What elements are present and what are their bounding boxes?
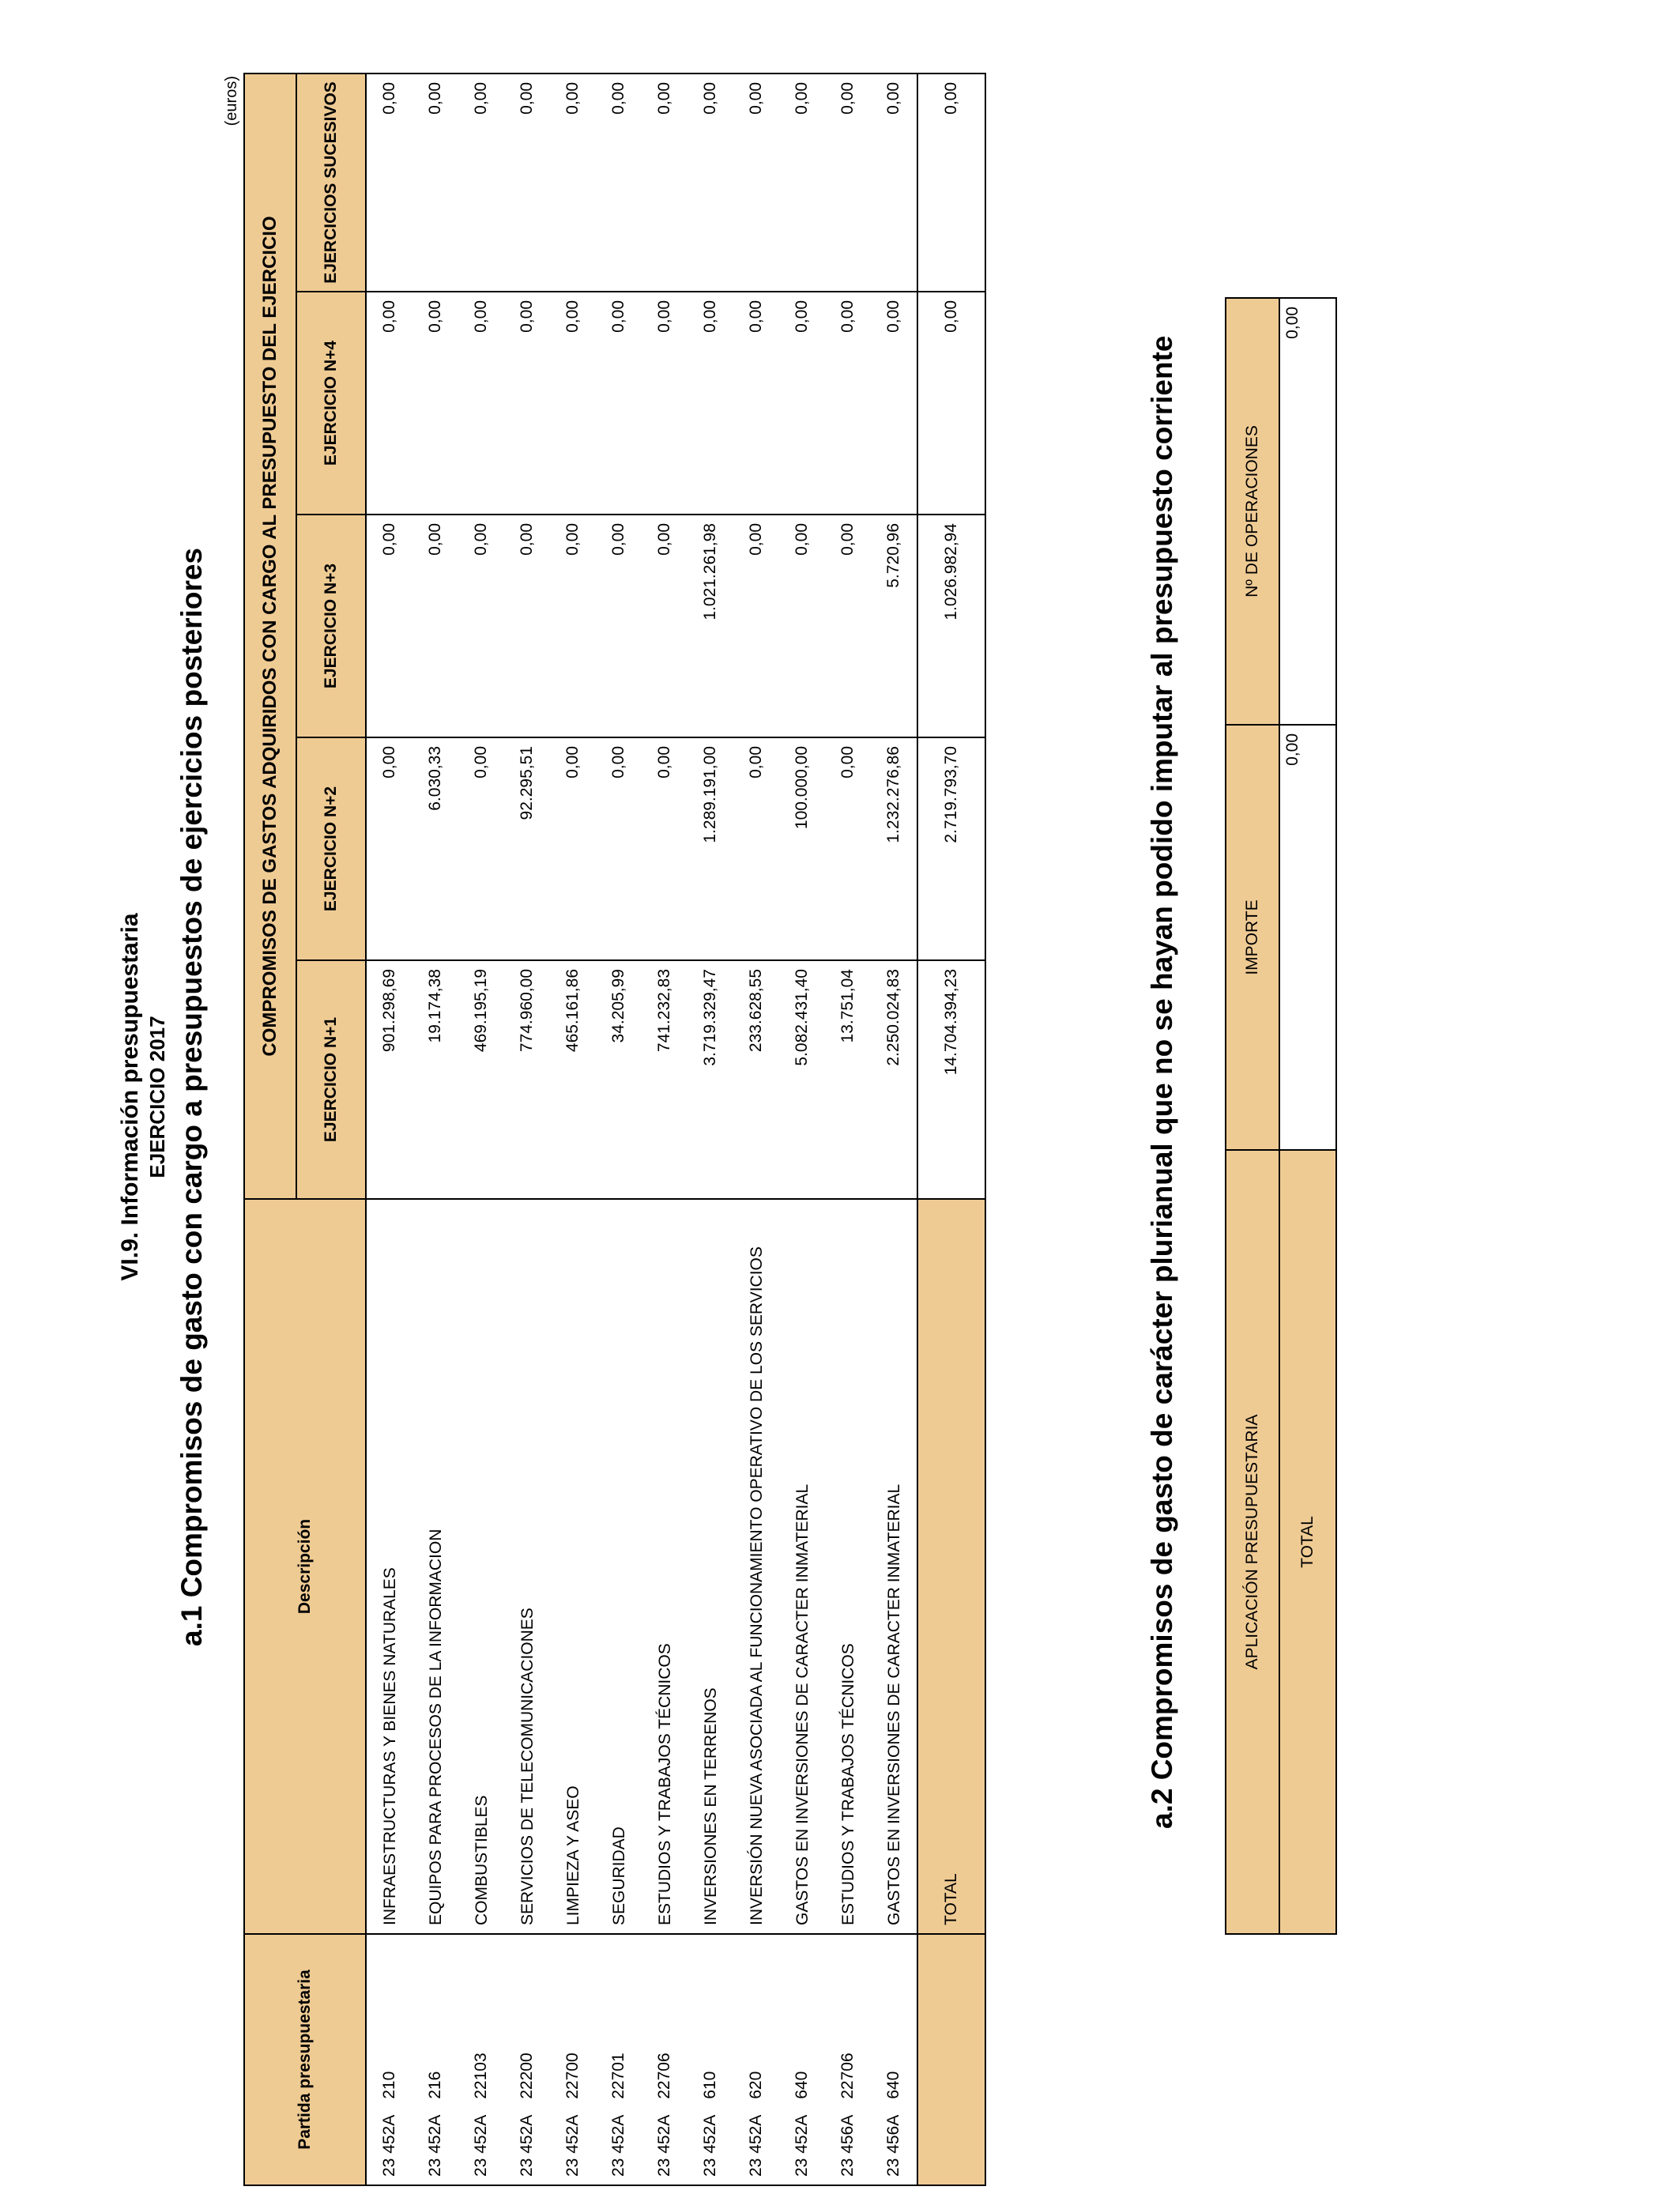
table-row: [871, 74, 917, 2185]
descripcion-cell: LIMPIEZA Y ASEO: [550, 1199, 596, 1934]
programa-code: 23 452A: [655, 2114, 673, 2177]
partida-cell: [458, 1934, 504, 2185]
partida-cell: [687, 1934, 733, 2185]
units-label: (euros): [223, 76, 240, 126]
concepto-code: 22701: [609, 2053, 627, 2099]
total-n3: 1.026.982,94: [917, 515, 985, 737]
total-sucesivos: 0,00: [917, 74, 985, 292]
section-a1-title: a.1 Compromisos de gasto con cargo a presupuestos de ejercicios posteriores: [175, 548, 208, 1646]
amount-n4: 0,00: [504, 292, 550, 515]
partida-cell: [412, 1934, 458, 2185]
programa-code: 23 452A: [701, 2114, 719, 2177]
programa-code: 23 452A: [472, 2114, 490, 2177]
concepto-code: 22103: [472, 2053, 490, 2099]
concepto-code: 640: [793, 2071, 811, 2099]
a2-total-operaciones: 0,00: [1279, 298, 1336, 725]
partida-cell: [550, 1934, 596, 2185]
programa-code: 23 452A: [609, 2114, 627, 2177]
total-label: TOTAL: [917, 1199, 985, 1934]
amount-n2: 0,00: [825, 737, 871, 960]
document-title: VI.9. Información presupuestaria: [117, 913, 143, 1281]
amount-n1: 465.161,86: [550, 960, 596, 1199]
commitments-rows: [366, 74, 917, 2185]
concepto-code: 210: [380, 2071, 398, 2099]
table-row: [687, 74, 733, 2185]
amount-n4: 0,00: [779, 292, 825, 515]
partida-cell: [871, 1934, 917, 2185]
amount-n4: 0,00: [733, 292, 779, 515]
table-row: [825, 74, 871, 2185]
amount-n3: 0,00: [366, 515, 412, 737]
a2-total-label: TOTAL: [1279, 1150, 1336, 1934]
partida-cell: [825, 1934, 871, 2185]
amount-n2: 0,00: [596, 737, 642, 960]
amount-n1: 34.205,99: [596, 960, 642, 1199]
programa-code: 23 452A: [426, 2114, 444, 2177]
amount-n3: 0,00: [504, 515, 550, 737]
table-row: [733, 74, 779, 2185]
header-sucesivos: EJERCICIOS SUCESIVOS: [296, 74, 366, 292]
amount-n3: 0,00: [412, 515, 458, 737]
descripcion-cell: SEGURIDAD: [596, 1199, 642, 1934]
amount-n3: 5.720,96: [871, 515, 917, 737]
amount-n3: 0,00: [733, 515, 779, 737]
programa-code: 23 452A: [518, 2114, 536, 2177]
concepto-code: 22200: [518, 2053, 536, 2099]
programa-code: 23 452A: [380, 2114, 398, 2177]
amount-n2: 92.295,51: [504, 737, 550, 960]
section-a2-title: a.2 Compromisos de gasto de carácter plurianual que no se hayan podido imputar al presupuesto corriente: [1146, 335, 1178, 1829]
partida-cell: [779, 1934, 825, 2185]
amount-n2: 0,00: [642, 737, 687, 960]
header-n1: EJERCICIO N+1: [296, 960, 366, 1199]
amount-n3: 0,00: [779, 515, 825, 737]
amount-n2: 1.289.191,00: [687, 737, 733, 960]
partida-cell: [642, 1934, 687, 2185]
concepto-code: 640: [884, 2071, 902, 2099]
concepto-code: 22706: [838, 2053, 857, 2099]
total-row: [917, 74, 985, 2185]
table-row: [412, 74, 458, 2185]
header-aplicacion: APLICACIÓN PRESUPUESTARIA: [1226, 1150, 1279, 1934]
total-n4: 0,00: [917, 292, 985, 515]
amount-suc: 0,00: [504, 74, 550, 292]
amount-n4: 0,00: [825, 292, 871, 515]
amount-n2: 0,00: [733, 737, 779, 960]
amount-suc: 0,00: [779, 74, 825, 292]
amount-n3: 0,00: [458, 515, 504, 737]
amount-n3: 0,00: [596, 515, 642, 737]
plurianual-table: [1225, 297, 1337, 1935]
amount-n1: 469.195,19: [458, 960, 504, 1199]
total-n1: 14.704.394,23: [917, 960, 985, 1199]
header-n2: EJERCICIO N+2: [296, 737, 366, 960]
table-row: [366, 74, 412, 2185]
programa-code: 23 452A: [563, 2114, 582, 2177]
amount-n2: 100.000,00: [779, 737, 825, 960]
amount-suc: 0,00: [871, 74, 917, 292]
commitments-table: [243, 73, 986, 2186]
amount-suc: 0,00: [412, 74, 458, 292]
amount-n1: 19.174,38: [412, 960, 458, 1199]
amount-n4: 0,00: [687, 292, 733, 515]
amount-n4: 0,00: [596, 292, 642, 515]
descripcion-cell: GASTOS EN INVERSIONES DE CARACTER INMATERIAL: [871, 1199, 917, 1934]
amount-n4: 0,00: [412, 292, 458, 515]
amount-n4: 0,00: [871, 292, 917, 515]
amount-suc: 0,00: [642, 74, 687, 292]
table-row: [779, 74, 825, 2185]
descripcion-cell: ESTUDIOS Y TRABAJOS TÉCNICOS: [642, 1199, 687, 1934]
total-partida-cell: [917, 1934, 985, 2185]
table-row: [504, 74, 550, 2185]
header-importe: IMPORTE: [1226, 725, 1279, 1150]
fiscal-year: EJERCICIO 2017: [145, 1016, 169, 1178]
partida-cell: [733, 1934, 779, 2185]
table-row: [596, 74, 642, 2185]
amount-n1: 13.751,04: [825, 960, 871, 1199]
concepto-code: 216: [426, 2071, 444, 2099]
amount-n4: 0,00: [550, 292, 596, 515]
amount-n2: 6.030,33: [412, 737, 458, 960]
amount-n3: 0,00: [825, 515, 871, 737]
amount-n2: 0,00: [366, 737, 412, 960]
amount-n1: 774.960,00: [504, 960, 550, 1199]
amount-n4: 0,00: [642, 292, 687, 515]
header-operaciones: Nº DE OPERACIONES: [1226, 298, 1279, 725]
amount-n1: 901.298,69: [366, 960, 412, 1199]
amount-suc: 0,00: [596, 74, 642, 292]
programa-code: 23 456A: [884, 2114, 902, 2177]
amount-n1: 3.719.329,47: [687, 960, 733, 1199]
amount-n3: 1.021.261,98: [687, 515, 733, 737]
header-n3: EJERCICIO N+3: [296, 515, 366, 737]
amount-n3: 0,00: [642, 515, 687, 737]
amount-n1: 2.250.024,83: [871, 960, 917, 1199]
descripcion-cell: EQUIPOS PARA PROCESOS DE LA INFORMACION: [412, 1199, 458, 1934]
header-partida: Partida presupuestaria: [244, 1934, 366, 2185]
descripcion-cell: GASTOS EN INVERSIONES DE CARACTER INMATERIAL: [779, 1199, 825, 1934]
amount-n3: 0,00: [550, 515, 596, 737]
programa-code: 23 456A: [838, 2114, 857, 2177]
amount-n2: 0,00: [458, 737, 504, 960]
concepto-code: 22706: [655, 2053, 673, 2099]
amount-n4: 0,00: [458, 292, 504, 515]
amount-n1: 233.628,55: [733, 960, 779, 1199]
descripcion-cell: INVERSIÓN NUEVA ASOCIADA AL FUNCIONAMIENTO OPERATIVO DE LOS SERVICIOS: [733, 1199, 779, 1934]
amount-n2: 0,00: [550, 737, 596, 960]
partida-cell: [504, 1934, 550, 2185]
programa-code: 23 452A: [793, 2114, 811, 2177]
amount-suc: 0,00: [687, 74, 733, 292]
descripcion-cell: ESTUDIOS Y TRABAJOS TÉCNICOS: [825, 1199, 871, 1934]
amount-suc: 0,00: [733, 74, 779, 292]
amount-suc: 0,00: [825, 74, 871, 292]
amount-suc: 0,00: [550, 74, 596, 292]
amount-suc: 0,00: [366, 74, 412, 292]
descripcion-cell: COMBUSTIBLES: [458, 1199, 504, 1934]
header-compromisos: COMPROMISOS DE GASTOS ADQUIRIDOS CON CARGO AL PRESUPUESTO DEL EJERCICIO: [244, 74, 296, 1199]
amount-n4: 0,00: [366, 292, 412, 515]
concepto-code: 22700: [563, 2053, 582, 2099]
table-row: [642, 74, 687, 2185]
concepto-code: 610: [701, 2071, 719, 2099]
amount-n1: 741.232,83: [642, 960, 687, 1199]
concepto-code: 620: [747, 2071, 765, 2099]
amount-suc: 0,00: [458, 74, 504, 292]
amount-n1: 5.082.431,40: [779, 960, 825, 1199]
amount-n2: 1.232.276,86: [871, 737, 917, 960]
table-row: [458, 74, 504, 2185]
a2-total-importe: 0,00: [1279, 725, 1336, 1150]
header-n4: EJERCICIO N+4: [296, 292, 366, 515]
total-n2: 2.719.793,70: [917, 737, 985, 960]
header-descripcion: Descripción: [244, 1199, 366, 1934]
partida-cell: [596, 1934, 642, 2185]
table-row: [550, 74, 596, 2185]
partida-cell: [366, 1934, 412, 2185]
descripcion-cell: SERVICIOS DE TELECOMUNICACIONES: [504, 1199, 550, 1934]
descripcion-cell: INVERSIONES EN TERRENOS: [687, 1199, 733, 1934]
descripcion-cell: INFRAESTRUCTURAS Y BIENES NATURALES: [366, 1199, 412, 1934]
programa-code: 23 452A: [747, 2114, 765, 2177]
